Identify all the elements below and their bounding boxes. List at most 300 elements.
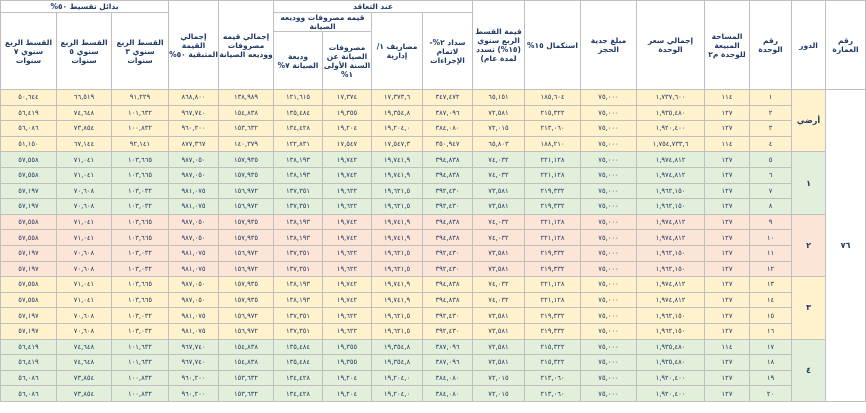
table-cell: ٧١,٠٤١ bbox=[57, 214, 112, 230]
table-cell: ١٢٧ bbox=[705, 167, 750, 183]
table-cell: ١٠٣,٠٣٢ bbox=[112, 308, 169, 324]
table-cell: ٧٠,٦٠٨ bbox=[57, 199, 112, 215]
table-cell: ٧٠,٦٠٨ bbox=[57, 308, 112, 324]
table-cell: ١٥٦,٩٧٢ bbox=[219, 323, 274, 339]
table-cell: ١٣٨,٩٨٩ bbox=[219, 90, 274, 106]
table-cell: ١٠٣,٠٣٢ bbox=[112, 261, 169, 277]
table-cell: ٧٢,٠١٥ bbox=[473, 386, 525, 402]
table-cell: ٢١٥,٣٢٢ bbox=[525, 105, 581, 121]
table-cell: ١٠٠,٨٣٢ bbox=[112, 386, 169, 402]
table-cell: ٩٨١,٠٧٥ bbox=[169, 261, 219, 277]
table-cell: ١٩,٣٥٤,٨ bbox=[372, 339, 423, 355]
table-cell: ٧٢,٠١٥ bbox=[473, 370, 525, 386]
table-cell: ١٢٧ bbox=[705, 323, 750, 339]
table-cell: ٣٨٤,٠٨٠ bbox=[423, 121, 473, 137]
table-cell: ٢١٥,٣٢٢ bbox=[525, 339, 581, 355]
table-cell: ٢١٣,٠٦٠ bbox=[525, 121, 581, 137]
table-cell: ١٢٧ bbox=[705, 245, 750, 261]
table-cell: ١,٩٧٤,٨١٢ bbox=[637, 292, 705, 308]
table-cell: ١٩,٧٤١,٩ bbox=[372, 277, 423, 293]
table-cell: ٢٠ bbox=[750, 386, 792, 402]
table-cell: ٧١,٠٤١ bbox=[57, 152, 112, 168]
table-cell: ٣٩٤,٨٣٨ bbox=[423, 152, 473, 168]
table-cell: ١٩,٧٤١,٩ bbox=[372, 230, 423, 246]
table-cell: ٣٩٢,٤٣٠ bbox=[423, 199, 473, 215]
table-cell: ١,٩٦٢,١٥٠ bbox=[637, 308, 705, 324]
table-cell: ٥٦,٤١٩ bbox=[1, 339, 57, 355]
table-cell: ١٥٦,٩٧٢ bbox=[219, 183, 274, 199]
table-cell: ١٣٨,١٩٣ bbox=[274, 277, 323, 293]
table-cell: ١,٩٣٥,٤٨٠ bbox=[637, 355, 705, 371]
table-cell: ١,٩٧٤,٨١٢ bbox=[637, 214, 705, 230]
table-cell: ٧٥,٠٠٠ bbox=[581, 214, 637, 230]
table-cell: ٥٦,٠٨٦ bbox=[1, 386, 57, 402]
table-cell: ٧٣,٥٨١ bbox=[473, 245, 525, 261]
table-cell: ٧٥,٠٠٠ bbox=[581, 339, 637, 355]
table-cell: ٢٢١,١٢٨ bbox=[525, 167, 581, 183]
table-cell: ٩٨١,٠٧٥ bbox=[169, 308, 219, 324]
table-cell: ١٩,٦٢١,٥ bbox=[372, 183, 423, 199]
table-cell: ١٥٣,٦٣٢ bbox=[219, 370, 274, 386]
table-cell: ١٣٨,١٩٣ bbox=[274, 292, 323, 308]
header-alt-group: بدائل تقسيط ٥٠% bbox=[1, 1, 169, 13]
table-cell: ٥٧,٥٥٨ bbox=[1, 292, 57, 308]
floor-cell: ٣ bbox=[792, 277, 826, 339]
table-cell: ٥٧,٥٥٨ bbox=[1, 167, 57, 183]
header-q3: القسط الربع سنوي ٣ سنوات bbox=[112, 13, 169, 90]
table-cell: ١,٩٢٠,٤٠٠ bbox=[637, 370, 705, 386]
table-cell: ١٧,٥٤٧,٣ bbox=[372, 136, 423, 152]
table-cell: ٧٢,٠١٥ bbox=[473, 121, 525, 137]
table-cell: ٩٦٠,٢٠٠ bbox=[169, 370, 219, 386]
table-cell: ٩٦٠,٢٠٠ bbox=[169, 121, 219, 137]
table-cell: ٧ bbox=[750, 183, 792, 199]
table-cell: ٥٧,١٩٧ bbox=[1, 199, 57, 215]
table-row bbox=[1, 136, 866, 152]
table-cell: ١٢٧ bbox=[705, 152, 750, 168]
table-cell: ١,٩٧٤,٨١٢ bbox=[637, 167, 705, 183]
table-row bbox=[1, 152, 866, 168]
table-cell: ٩٦٠,٢٠٠ bbox=[169, 386, 219, 402]
table-cell: ١٩,٣٥٤,٨ bbox=[372, 105, 423, 121]
table-row bbox=[1, 323, 866, 339]
table-cell: ٧٠,٦٠٨ bbox=[57, 183, 112, 199]
table-cell: ٧٤,٦٤٨ bbox=[57, 355, 112, 371]
table-cell: ١٣٤,٤٢٨ bbox=[274, 121, 323, 137]
table-cell: ١٣٧,٣٥١ bbox=[274, 199, 323, 215]
table-cell: ٩١,٢٢٩ bbox=[112, 90, 169, 106]
header-unit: رقم الوحدة bbox=[750, 1, 792, 90]
table-cell: ٢٢١,١٢٨ bbox=[525, 292, 581, 308]
table-cell: ٥٦,٠٨٦ bbox=[1, 370, 57, 386]
table-cell: ١٩,٢٠٤ bbox=[323, 386, 372, 402]
table-cell: ٥١,١٥٠ bbox=[1, 136, 57, 152]
table-cell: ١٥٦,٩٧٢ bbox=[219, 199, 274, 215]
table-cell: ٥٦,٤١٩ bbox=[1, 355, 57, 371]
table-cell: ١٩,٧٤٢ bbox=[323, 214, 372, 230]
table-cell: ١٠٣,٦٦٥ bbox=[112, 214, 169, 230]
table-cell: ١,٩٧٤,٨١٢ bbox=[637, 230, 705, 246]
table-cell: ١٠٣,٠٣٢ bbox=[112, 183, 169, 199]
table-cell: ٩٨٧,٠٥٠ bbox=[169, 292, 219, 308]
table-cell: ١٧,٣٧٣,٦ bbox=[372, 90, 423, 106]
table-cell: ١,٧٣٧,٦٠٠ bbox=[637, 90, 705, 106]
table-cell: ٧٥,٠٠٠ bbox=[581, 355, 637, 371]
table-cell: ١٩,٧٤٢ bbox=[323, 230, 372, 246]
table-cell: ٢١٩,٣٣٢ bbox=[525, 308, 581, 324]
table-cell: ١٥٤,٨٣٨ bbox=[219, 339, 274, 355]
table-cell: ٧٥,٠٠٠ bbox=[581, 245, 637, 261]
table-cell: ١٩,٣٥٥ bbox=[323, 355, 372, 371]
floor-cell: ١ bbox=[792, 152, 826, 214]
table-cell: ٣٩٤,٨٣٨ bbox=[423, 292, 473, 308]
table-cell: ١٩,٣٥٤,٨ bbox=[372, 355, 423, 371]
table-cell: ١٣٥,٤٨٤ bbox=[274, 355, 323, 371]
table-cell: ٧٥,٠٠٠ bbox=[581, 292, 637, 308]
table-cell: ١٩,٧٤٢ bbox=[323, 292, 372, 308]
table-cell: ١٢٧ bbox=[705, 292, 750, 308]
table-cell: ١٠٣,٠٣٢ bbox=[112, 245, 169, 261]
table-cell: ٢١٩,٣٣٢ bbox=[525, 261, 581, 277]
header-q7: القسط الربع سنوي ٧ سنوات bbox=[1, 13, 57, 90]
table-row bbox=[1, 386, 866, 402]
table-cell: ٢٢١,١٢٨ bbox=[525, 214, 581, 230]
table-cell: ٧٥,٠٠٠ bbox=[581, 230, 637, 246]
table-cell: ١٢٧ bbox=[705, 199, 750, 215]
table-cell: ١٠٣,٦٦٥ bbox=[112, 277, 169, 293]
table-cell: ٧٣,٥٨١ bbox=[473, 199, 525, 215]
table-cell: ٩٦٧,٧٤٠ bbox=[169, 355, 219, 371]
table-cell: ١٥٧,٩٣٥ bbox=[219, 230, 274, 246]
header-installment: قيمة القسط الربع سنوي (١٥%) تسدد لمدة عام) bbox=[473, 1, 525, 90]
table-row bbox=[1, 245, 866, 261]
table-row bbox=[1, 167, 866, 183]
table-cell: ١٢٧ bbox=[705, 105, 750, 121]
table-cell: ١٤ bbox=[750, 292, 792, 308]
table-cell: ١٣٧,٣٥١ bbox=[274, 183, 323, 199]
table-cell: ٧٠,٦٠٨ bbox=[57, 245, 112, 261]
table-cell: ٧٠,٦٠٨ bbox=[57, 323, 112, 339]
table-cell: ١٢٢,٨٣١ bbox=[274, 136, 323, 152]
table-cell: ١٩,٢٠٤ bbox=[323, 370, 372, 386]
table-cell: ١٣٧,٣٥١ bbox=[274, 245, 323, 261]
table-cell: ٣٩٤,٨٣٨ bbox=[423, 230, 473, 246]
floor-cell: ٤ bbox=[792, 339, 826, 401]
table-cell: ٩٨١,٠٧٥ bbox=[169, 323, 219, 339]
table-cell: ٣٨٤,٠٨٠ bbox=[423, 386, 473, 402]
table-cell: ١٨ bbox=[750, 355, 792, 371]
table-cell: ٦٥,٨٠٣ bbox=[473, 136, 525, 152]
table-row bbox=[1, 355, 866, 371]
table-cell: ١٩,٧٤٢ bbox=[323, 152, 372, 168]
table-cell: ١٥٤,٨٣٨ bbox=[219, 105, 274, 121]
table-cell: ١٣٤,٤٢٨ bbox=[274, 370, 323, 386]
table-cell: ٧١,٠٤١ bbox=[57, 292, 112, 308]
table-cell: ٣٩٢,٤٣٠ bbox=[423, 183, 473, 199]
table-cell: ٧٣,٨٥٤ bbox=[57, 386, 112, 402]
table-cell: ٩٨١,٠٧٥ bbox=[169, 183, 219, 199]
table-cell: ٢٢١,١٢٨ bbox=[525, 277, 581, 293]
table-cell: ٥٧,١٩٧ bbox=[1, 183, 57, 199]
table-cell: ١٠٠,٨٣٢ bbox=[112, 370, 169, 386]
table-cell: ١٢٧ bbox=[705, 355, 750, 371]
table-cell: ١٢٧ bbox=[705, 370, 750, 386]
table-cell: ١٩,٦٢١,٥ bbox=[372, 245, 423, 261]
table-row bbox=[1, 308, 866, 324]
table-cell: ١٩,٧٤١,٩ bbox=[372, 292, 423, 308]
table-cell: ١٢ bbox=[750, 261, 792, 277]
header-maint-group: قيمه مصروفات ووديعه الصيانة bbox=[274, 13, 372, 32]
table-cell: ١٩,٦٢٢ bbox=[323, 199, 372, 215]
table-row bbox=[1, 183, 866, 199]
table-cell: ١٩,٦٢١,٥ bbox=[372, 199, 423, 215]
table-cell: ٧٤,٦٤٨ bbox=[57, 105, 112, 121]
table-cell: ١٥٧,٩٣٥ bbox=[219, 292, 274, 308]
table-cell: ٧١,٠٤١ bbox=[57, 230, 112, 246]
table-cell: ١٢٧ bbox=[705, 214, 750, 230]
table-cell: ٨ bbox=[750, 199, 792, 215]
table-cell: ١٥٧,٩٣٥ bbox=[219, 167, 274, 183]
table-body bbox=[1, 90, 866, 402]
table-cell: ١٣٨,١٩٣ bbox=[274, 152, 323, 168]
table-cell: ١,٩٣٥,٤٨٠ bbox=[637, 105, 705, 121]
header-completion: استكمال ١٥% bbox=[525, 1, 581, 90]
table-cell: ١٥٤,٨٣٨ bbox=[219, 355, 274, 371]
header-reservation: مبلغ جدية الحجز bbox=[581, 1, 637, 90]
table-cell: ١٩,٣٥٥ bbox=[323, 105, 372, 121]
table-cell: ٧٥,٠٠٠ bbox=[581, 386, 637, 402]
table-cell: ٧٥,٠٠٠ bbox=[581, 199, 637, 215]
table-cell: ١٩,٦٢١,٥ bbox=[372, 323, 423, 339]
table-cell: ٧٥,٠٠٠ bbox=[581, 183, 637, 199]
header-remaining: إجمالي القيمة المتبقية ٥٠% bbox=[169, 1, 219, 90]
table-cell: ٧١,٠٤١ bbox=[57, 167, 112, 183]
table-cell: ١٠١,٦٣٢ bbox=[112, 355, 169, 371]
table-row bbox=[1, 214, 866, 230]
table-cell: ١,٩٢٠,٤٠٠ bbox=[637, 121, 705, 137]
header-q5: القسط الربع سنوي ٥ سنوات bbox=[57, 13, 112, 90]
table-cell: ١,٩٧٤,٨١٢ bbox=[637, 152, 705, 168]
table-cell: ١٨٨,٢١٠ bbox=[525, 136, 581, 152]
table-cell: ٢١٩,٣٣٢ bbox=[525, 199, 581, 215]
table-cell: ٦٥,١٥١ bbox=[473, 90, 525, 106]
table-cell: ٥٠,٦٤٤ bbox=[1, 90, 57, 106]
table-cell: ٦٦,٥١٩ bbox=[57, 90, 112, 106]
table-cell: ٥٧,١٩٧ bbox=[1, 245, 57, 261]
table-cell: ١٤٠,٣٧٩ bbox=[219, 136, 274, 152]
table-cell: ١,٩٦٢,١٥٠ bbox=[637, 323, 705, 339]
table-cell: ١١٤ bbox=[705, 136, 750, 152]
table-cell: ٩٢,١٤١ bbox=[112, 136, 169, 152]
header-building: رقم العمارة bbox=[826, 1, 866, 90]
table-cell: ٥٧,٥٥٨ bbox=[1, 152, 57, 168]
table-cell: ١٢٧ bbox=[705, 277, 750, 293]
table-cell: ١٩,٦٢٢ bbox=[323, 323, 372, 339]
table-row bbox=[1, 230, 866, 246]
table-cell: ٢١٩,٣٣٢ bbox=[525, 245, 581, 261]
table-cell: ٧٥,٠٠٠ bbox=[581, 261, 637, 277]
table-cell: ٧٣,٥٨١ bbox=[473, 308, 525, 324]
table-cell: ١٢١,٦١٥ bbox=[274, 90, 323, 106]
table-cell: ١٩,٧٤١,٩ bbox=[372, 167, 423, 183]
table-cell: ٨٧٧,٣٦٧ bbox=[169, 136, 219, 152]
table-cell: ٧٤,٠٣٢ bbox=[473, 214, 525, 230]
header-contract-group: عند التعاقد bbox=[274, 1, 473, 13]
table-cell: ٧٥,٠٠٠ bbox=[581, 277, 637, 293]
table-cell: ١٩,٦٢٢ bbox=[323, 183, 372, 199]
table-cell: ١٩,٧٤١,٩ bbox=[372, 214, 423, 230]
table-cell: ٥٧,٥٥٨ bbox=[1, 230, 57, 246]
table-cell: ١٢٧ bbox=[705, 308, 750, 324]
table-cell: ١٦ bbox=[750, 323, 792, 339]
table-cell: ١,٩٣٥,٤٨٠ bbox=[637, 339, 705, 355]
table-cell: ١٩,٦٢٢ bbox=[323, 261, 372, 277]
table-cell: ٣٤٧,٤٧٢ bbox=[423, 90, 473, 106]
table-cell: ٥٦,٠٨٦ bbox=[1, 121, 57, 137]
table-cell: ٧٤,٠٣٢ bbox=[473, 152, 525, 168]
table-cell: ٥٧,٥٥٨ bbox=[1, 277, 57, 293]
table-cell: ١٣٧,٣٥١ bbox=[274, 323, 323, 339]
table-cell: ١٣٨,١٩٣ bbox=[274, 214, 323, 230]
table-cell: ١٠٣,٦٦٥ bbox=[112, 152, 169, 168]
table-cell: ١٥٦,٩٧٢ bbox=[219, 245, 274, 261]
table-cell: ٧٤,٠٣٢ bbox=[473, 292, 525, 308]
table-cell: ١٥٧,٩٣٥ bbox=[219, 152, 274, 168]
table-cell: ١٠٠,٨٣٢ bbox=[112, 121, 169, 137]
table-cell: ١٩,٦٢٢ bbox=[323, 245, 372, 261]
table-cell: ٩٦٧,٧٤٠ bbox=[169, 105, 219, 121]
table-cell: ٢١٣,٠٦٠ bbox=[525, 370, 581, 386]
table-cell: ١٣٨,١٩٣ bbox=[274, 230, 323, 246]
table-cell: ٧٢,٥٨١ bbox=[473, 355, 525, 371]
table-cell: ١٢٧ bbox=[705, 183, 750, 199]
table-cell: ٧٤,٠٣٢ bbox=[473, 277, 525, 293]
table-cell: ٧٢,٥٨١ bbox=[473, 339, 525, 355]
table-cell: ٩٨٧,٠٥٠ bbox=[169, 230, 219, 246]
table-cell: ٩٨٧,٠٥٠ bbox=[169, 167, 219, 183]
table-cell: ٣٩٤,٨٣٨ bbox=[423, 167, 473, 183]
table-cell: ١٣٥,٤٨٤ bbox=[274, 105, 323, 121]
table-cell: ١٩,٢٠٤,٠ bbox=[372, 386, 423, 402]
table-cell: ٩٦٧,٧٤٠ bbox=[169, 339, 219, 355]
table-cell: ١٥ bbox=[750, 308, 792, 324]
table-cell: ١٠١,٦٣٢ bbox=[112, 339, 169, 355]
table-cell: ٧٥,٠٠٠ bbox=[581, 152, 637, 168]
table-cell: ٧٥,٠٠٠ bbox=[581, 323, 637, 339]
header-floor: الدور bbox=[792, 1, 826, 90]
table-cell: ٢١٩,٣٣٢ bbox=[525, 183, 581, 199]
table-cell: ١٣ bbox=[750, 277, 792, 293]
header-deposit: وديعة الصيانة ٧% bbox=[274, 32, 323, 90]
table-cell: ٥٧,١٩٧ bbox=[1, 323, 57, 339]
table-cell: ١٠٣,٠٣٢ bbox=[112, 199, 169, 215]
table-cell: ٢٢١,١٢٨ bbox=[525, 152, 581, 168]
table-cell: ١,٩٦٢,١٥٠ bbox=[637, 261, 705, 277]
header-area: المساحة المبيعة للوحدة م٢ bbox=[705, 1, 750, 90]
table-cell: ٧٣,٨٥٤ bbox=[57, 121, 112, 137]
table-cell: ١٢٧ bbox=[705, 121, 750, 137]
table-cell: ١٠٣,٦٦٥ bbox=[112, 230, 169, 246]
table-cell: ٥٧,١٩٧ bbox=[1, 308, 57, 324]
table-row bbox=[1, 339, 866, 355]
table-cell: ٢ bbox=[750, 105, 792, 121]
table-cell: ١٩,٦٢١,٥ bbox=[372, 308, 423, 324]
floor-cell: أرضي bbox=[792, 90, 826, 152]
table-cell: ٣٩٢,٤٣٠ bbox=[423, 261, 473, 277]
table-cell: ٣٩٤,٨٣٨ bbox=[423, 214, 473, 230]
table-row bbox=[1, 90, 866, 106]
table-row bbox=[1, 121, 866, 137]
table-row bbox=[1, 199, 866, 215]
table-cell: ٣٩٢,٤٣٠ bbox=[423, 308, 473, 324]
table-cell: ١٢٧ bbox=[705, 261, 750, 277]
table-cell: ٨٦٨,٨٠٠ bbox=[169, 90, 219, 106]
table-cell: ١١٤ bbox=[705, 339, 750, 355]
table-cell: ٧٤,٠٣٢ bbox=[473, 230, 525, 246]
table-cell: ٤ bbox=[750, 136, 792, 152]
table-cell: ٧٥,٠٠٠ bbox=[581, 370, 637, 386]
table-cell: ١٧ bbox=[750, 339, 792, 355]
table-cell: ١٩ bbox=[750, 370, 792, 386]
table-cell: ٦ bbox=[750, 167, 792, 183]
table-cell: ٣٩٢,٤٣٠ bbox=[423, 245, 473, 261]
table-row bbox=[1, 105, 866, 121]
table-cell: ٣٨٧,٠٩٦ bbox=[423, 105, 473, 121]
table-cell: ١٧,٣٧٤ bbox=[323, 90, 372, 106]
table-cell: ٧٣,٥٨١ bbox=[473, 261, 525, 277]
table-cell: ٧٥,٠٠٠ bbox=[581, 136, 637, 152]
table-row bbox=[1, 277, 866, 293]
table-cell: ١٥٣,٦٣٢ bbox=[219, 121, 274, 137]
table-cell: ١,٧٥٤,٧٣٣,٦ bbox=[637, 136, 705, 152]
table-cell: ١٥٧,٩٣٥ bbox=[219, 214, 274, 230]
table-cell: ١,٩٦٢,١٥٠ bbox=[637, 199, 705, 215]
table-cell: ١٩,٢٠٤ bbox=[323, 121, 372, 137]
table-cell: ١٠٣,٦٦٥ bbox=[112, 167, 169, 183]
table-cell: ١٠١,٦٣٢ bbox=[112, 105, 169, 121]
table-cell: ١٣٥,٤٨٤ bbox=[274, 339, 323, 355]
table-cell: ٧٥,٠٠٠ bbox=[581, 90, 637, 106]
table-cell: ١,٩٢٠,٤٠٠ bbox=[637, 386, 705, 402]
table-cell: ١١٤ bbox=[705, 90, 750, 106]
table-cell: ٩٨١,٠٧٥ bbox=[169, 199, 219, 215]
table-cell: ٧٥,٠٠٠ bbox=[581, 167, 637, 183]
table-cell: ١٥٣,٦٣٢ bbox=[219, 386, 274, 402]
header-total-maint: إجمالي قيمه مصروفات ووديعه الصيانة bbox=[219, 1, 274, 90]
table-cell: ١٣٤,٤٢٨ bbox=[274, 386, 323, 402]
table-cell: ٣ bbox=[750, 121, 792, 137]
table-row bbox=[1, 261, 866, 277]
table-cell: ١٧,٥٤٧ bbox=[323, 136, 372, 152]
table-cell: ٢٢١,١٢٨ bbox=[525, 230, 581, 246]
table-cell: ١١ bbox=[750, 245, 792, 261]
table-cell: ١,٩٦٢,١٥٠ bbox=[637, 183, 705, 199]
table-cell: ٢١٩,٣٣٢ bbox=[525, 323, 581, 339]
table-cell: ٣٩٤,٨٣٨ bbox=[423, 277, 473, 293]
table-cell: ٣٥٠,٩٤٧ bbox=[423, 136, 473, 152]
table-cell: ١٣٨,١٩٣ bbox=[274, 167, 323, 183]
table-cell: ٩ bbox=[750, 214, 792, 230]
table-cell: ١٣٧,٣٥١ bbox=[274, 261, 323, 277]
table-cell: ١٩,٦٢٢ bbox=[323, 308, 372, 324]
header-total-price: إجمالي سعر الوحدة bbox=[637, 1, 705, 90]
table-cell: ٥٦,٤١٩ bbox=[1, 105, 57, 121]
table-cell: ١٩,٦٢١,٥ bbox=[372, 261, 423, 277]
table-cell: ٢١٣,٠٦٠ bbox=[525, 386, 581, 402]
table-cell: ٣٨٧,٠٩٦ bbox=[423, 339, 473, 355]
table-cell: ٧٤,٦٤٨ bbox=[57, 339, 112, 355]
table-cell: ٧٤,٠٣٢ bbox=[473, 167, 525, 183]
